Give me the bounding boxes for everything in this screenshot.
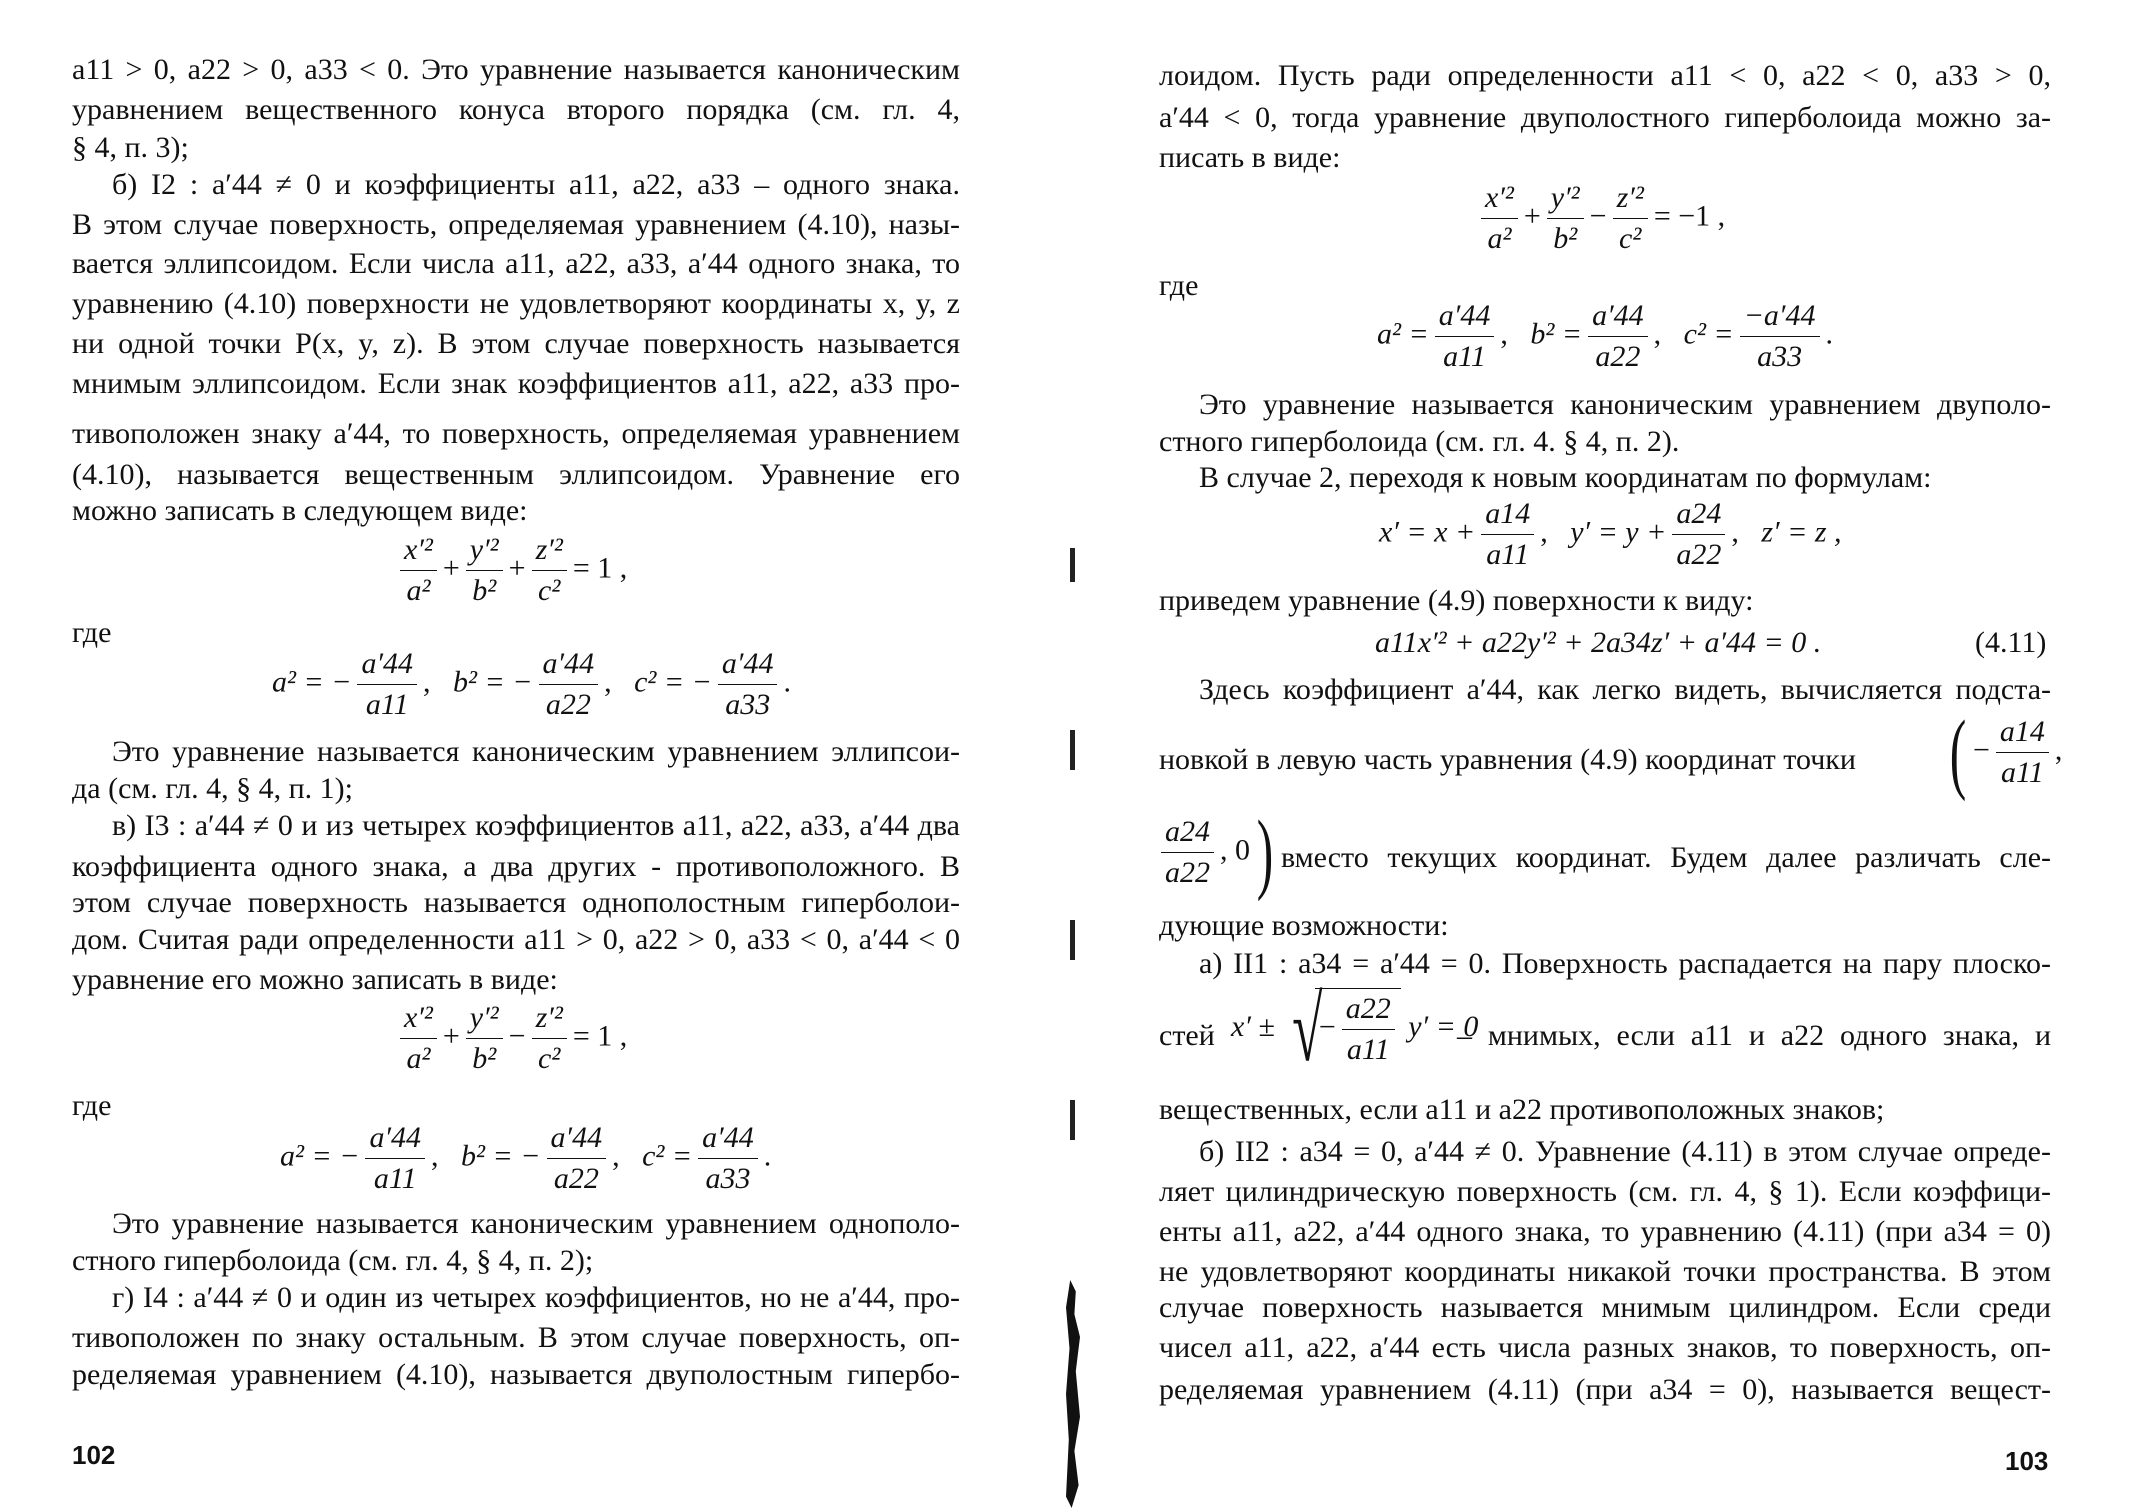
spine-shadow xyxy=(1066,1280,1080,1508)
book-spine xyxy=(1066,0,1088,1508)
text-line: ределяемая уравнением (4.11) (при a34 = 0), называется вещест- xyxy=(1159,1373,2051,1406)
text-line: ляет цилиндрическую поверхность (см. гл. 4, § 1). Если коэффици- xyxy=(1159,1175,2051,1208)
two-sheet-hyperboloid-coefficients: a² = $\frac{a'44}{a11}$ , b² = $\frac{a'44}{a22}$ , c² = $\frac{-a'44}{a33}$ . xyxy=(1377,296,1833,377)
text-line: тивоположен знаку a′44, то поверхность, определяемая уравнением xyxy=(72,417,960,450)
text-line: ни одной точки P(x, y, z). В этом случае поверхность называется xyxy=(72,327,960,360)
text-line: a′44 < 0, тогда уравнение двуполостного гиперболоида можно за- xyxy=(1159,101,2051,134)
text-line: – мнимых, если a11 и a22 одного знака, и xyxy=(1457,1019,2051,1052)
text-line: лоидом. Пусть ради определенности a11 < 0, a22 < 0, a33 > 0, xyxy=(1159,59,2051,92)
text-line: уравнением вещественного конуса второго порядка (см. гл. 4, xyxy=(72,93,960,126)
text-line: Это уравнение называется каноническим уравнением однополо- xyxy=(112,1207,960,1240)
text-line: a11 > 0, a22 > 0, a33 < 0. Это уравнение называется каноническим xyxy=(72,53,960,86)
ellipsoid-equation: $\frac{\text{x′²}}{\text{a²}}$ + $\frac{\text{y′²}}{\text{b²}}$ + $\frac{\text{z′²}}{\text{c²}}$ = 1 , xyxy=(394,530,627,611)
page-number: 102 xyxy=(72,1440,116,1470)
ellipsoid-coefficients: a² = − $\frac{a'44}{a11}$ , b² = − $\frac{a'44}{a22}$ , c² = − $\frac{a'44}{a33}$ . xyxy=(272,644,791,725)
spine-mark xyxy=(1070,1100,1075,1140)
text-line: а) II1 : a34 = a′44 = 0. Поверхность распадается на пару плоско- xyxy=(1199,947,2051,980)
text-line: вается эллипсоидом. Если числа a11, a22, a33, a′44 одного знака, то xyxy=(72,247,960,280)
two-sheet-hyperboloid-equation: $\frac{\text{x′²}}{\text{a²}}$ + $\frac{\text{y′²}}{\text{b²}}$ − $\frac{\text{z′²}}{\text{c²}}$ = −1 , xyxy=(1475,178,1725,259)
text-line: Это уравнение называется каноническим уравнением двуполо- xyxy=(1199,388,2051,421)
coordinate-transform: x′ = x + $\frac{a14}{a11}$ , y′ = y + $\frac{a24}{a22}$ , z′ = z , xyxy=(1379,494,1842,575)
text-line: в) I3 : a′44 ≠ 0 и из четырех коэффициентов a11, a22, a33, a′44 два xyxy=(112,809,960,842)
one-sheet-hyperboloid-coefficients: a² = − $\frac{a'44}{a11}$ , b² = − $\frac{a'44}{a22}$ , c² = $\frac{a'44}{a33}$ . xyxy=(280,1118,771,1199)
point-coordinates-start: ( − $\frac{a14}{a11}$ , xyxy=(1949,702,2063,802)
spine-mark xyxy=(1070,548,1075,582)
text-line: где xyxy=(1159,269,1199,302)
plane-pair-equation: x′ ± √− $\frac{a22}{a11}$ y′ = 0 xyxy=(1231,978,1479,1080)
text-line: мнимым эллипсоидом. Если знак коэффициентов a11, a22, a33 про- xyxy=(72,367,960,400)
text-line: Здесь коэффициент a′44, как легко видеть, вычисляется подста- xyxy=(1199,673,2051,706)
point-coordinates-end: $\frac{a24}{a22}$ , 0) xyxy=(1155,812,1280,893)
text-line: вещественных, если a11 и a22 противоположных знаков; xyxy=(1159,1093,1885,1126)
text-line: В случае 2, переходя к новым координатам по формулам: xyxy=(1199,461,1932,494)
text-line: можно записать в следующем виде: xyxy=(72,494,528,527)
equation-number: (4.11) xyxy=(1975,626,2047,659)
text-line: приведем уравнение (4.9) поверхности к виду: xyxy=(1159,584,1754,617)
text-line: § 4, п. 3); xyxy=(72,131,189,164)
one-sheet-hyperboloid-equation: $\frac{\text{x′²}}{\text{a²}}$ + $\frac{\text{y′²}}{\text{b²}}$ − $\frac{\text{z′²}}{\text{c²}}$ = 1 , xyxy=(394,998,627,1079)
text-line: енты a11, a22, a′44 одного знака, то уравнению (4.11) (при a34 = 0) xyxy=(1159,1215,2051,1248)
text-line: Это уравнение называется каноническим уравнением эллипсои- xyxy=(112,735,960,768)
text-line: уравнение его можно записать в виде: xyxy=(72,963,558,996)
text-line: стного гиперболоида (см. гл. 4, § 4, п. 2); xyxy=(72,1244,594,1277)
text-line: б) II2 : a34 = 0, a′44 ≠ 0. Уравнение (4.11) в этом случае опреде- xyxy=(1199,1135,2051,1168)
page-right xyxy=(1095,0,2155,1508)
text-line: писать в виде: xyxy=(1159,141,1341,174)
text-line: г) I4 : a′44 ≠ 0 и один из четырех коэффициентов, но не a′44, про- xyxy=(112,1281,960,1314)
text-line: чисел a11, a22, a′44 есть числа разных знаков, то поверхность, оп- xyxy=(1159,1331,2051,1364)
spine-mark xyxy=(1070,920,1075,960)
page-number: 103 xyxy=(2005,1446,2049,1476)
text-line: коэффициента одного знака, а два других - противоположного. В xyxy=(72,850,960,883)
text-line: (4.10), называется вещественным эллипсоидом. Уравнение его xyxy=(72,458,960,491)
text-line: стного гиперболоида (см. гл. 4. § 4, п. 2). xyxy=(1159,425,1680,458)
text-line: дом. Считая ради определенности a11 > 0, a22 > 0, a33 < 0, a′44 < 0 xyxy=(72,923,960,956)
text-line: не удовлетворяют координаты никакой точки пространства. В этом xyxy=(1159,1255,2051,1288)
text-line: да (см. гл. 4, § 4, п. 1); xyxy=(72,772,354,805)
text-line: где xyxy=(72,616,112,649)
text-line: новкой в левую часть уравнения (4.9) координат точки xyxy=(1159,743,1856,776)
spine-mark xyxy=(1070,730,1075,770)
text-line: где xyxy=(72,1089,112,1122)
text-line: б) I2 : a′44 ≠ 0 и коэффициенты a11, a22, a33 – одного знака. xyxy=(112,168,960,201)
equation-4-11: a11x′² + a22y′² + 2a34z′ + a′44 = 0 . xyxy=(1375,626,1822,659)
page-left xyxy=(0,0,1060,1508)
text-line: тивоположен по знаку остальным. В этом случае поверхность, оп- xyxy=(72,1321,960,1354)
text-line: уравнению (4.10) поверхности не удовлетворяют координаты x, y, z xyxy=(72,287,960,320)
text-line: этом случае поверхность называется однополостным гиперболои- xyxy=(72,886,960,919)
text-line: случае поверхность называется мнимым цилиндром. Если среди xyxy=(1159,1291,2051,1324)
text-line: ределяемая уравнением (4.10), называется двуполостным гипербо- xyxy=(72,1358,960,1391)
text-line: дующие возможности: xyxy=(1159,909,1449,942)
text-line: стей xyxy=(1159,1019,1215,1052)
text-line: вместо текущих координат. Будем далее различать сле- xyxy=(1281,841,2051,874)
text-line: В этом случае поверхность, определяемая уравнением (4.10), назы- xyxy=(72,208,960,241)
